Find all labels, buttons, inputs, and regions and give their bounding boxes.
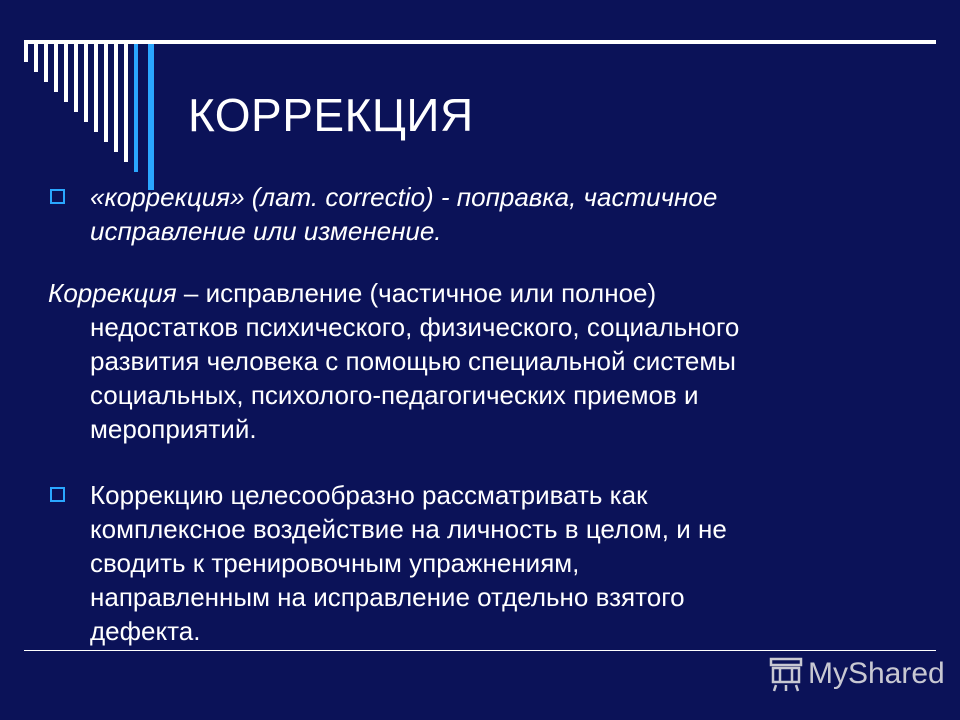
- decorative-stripes: [0, 44, 160, 194]
- watermark-logo: [768, 655, 943, 695]
- building-icon: [768, 655, 804, 693]
- top-rule: [24, 40, 936, 44]
- bullet-definition: [90, 180, 880, 248]
- slide-title: КОРРЕКЦИЯ: [188, 89, 474, 141]
- text-line: «коррекция» (лат. correctio) - поправка, частичное: [90, 182, 718, 212]
- hollow-square-bullet-icon: [50, 189, 65, 204]
- text-line: исправление или изменение.: [90, 216, 442, 246]
- text-line: социальных, психолого-педагогических приемов и: [90, 380, 699, 410]
- paragraph-lead: [48, 276, 918, 310]
- bullet-complex-impact: [90, 478, 920, 648]
- watermark-text: MyShared: [808, 657, 945, 690]
- text-line: направленным на исправление отдельно взятого: [90, 582, 685, 612]
- hollow-square-bullet-icon: [50, 487, 65, 502]
- text-line: Коррекцию целесообразно рассматривать как: [90, 480, 648, 510]
- text-line: недостатков психического, физического, социального: [90, 312, 740, 342]
- text-line: сводить к тренировочным упражнениям,: [90, 548, 580, 578]
- bottom-rule: [24, 650, 936, 651]
- text-line: дефекта.: [90, 616, 201, 646]
- text-line: развития человека с помощью специальной системы: [90, 346, 736, 376]
- text-line: комплексное воздействие на личность в целом, и не: [90, 514, 727, 544]
- term: Коррекция: [48, 278, 177, 308]
- text-line: мероприятий.: [90, 414, 257, 444]
- paragraph-correction: [48, 276, 918, 446]
- lead-rest: – исправление (частичное или полное): [176, 278, 657, 308]
